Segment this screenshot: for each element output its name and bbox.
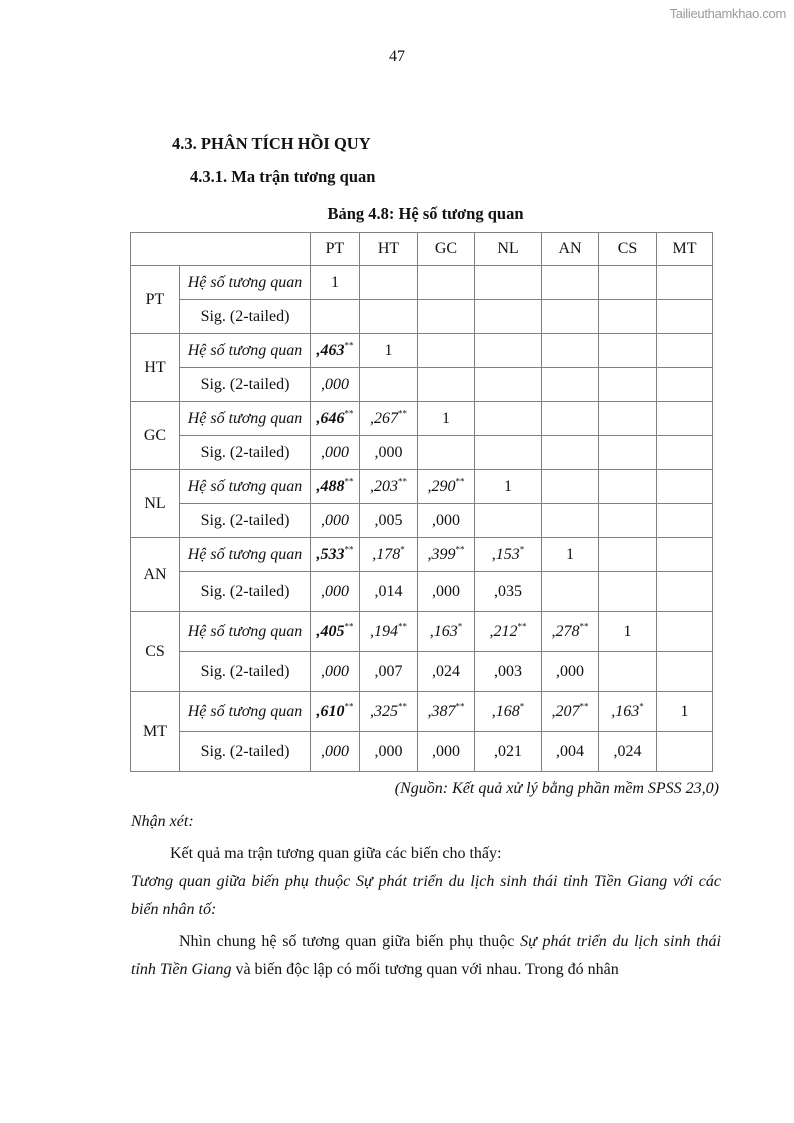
sig-value: ,000 xyxy=(321,375,349,393)
coef-row-label: Hệ số tương quan xyxy=(180,692,311,732)
sig-value: ,005 xyxy=(374,511,403,529)
significance-marker: ** xyxy=(455,701,465,712)
coef-cell xyxy=(542,612,599,652)
coef-row-label: Hệ số tương quan xyxy=(180,402,311,436)
coef-value: ,488 xyxy=(316,477,345,495)
coef-row-label: Hệ số tương quan xyxy=(180,266,311,300)
coef-cell xyxy=(418,334,475,368)
sig-cell xyxy=(599,300,657,334)
sig-value: ,000 xyxy=(374,742,403,760)
column-header: CS xyxy=(599,233,657,266)
table-row-pt-sig xyxy=(131,300,713,334)
row-group-label: PT xyxy=(131,266,180,334)
table-row-mt-coef xyxy=(131,692,713,732)
italic-subheading: Tương quan giữa biến phụ thuộc Sự phát triển du lịch sinh thái tỉnh Tiền Giang với các biến nhân tố: xyxy=(131,873,721,918)
subsection-heading: 4.3.1. Ma trận tương quan xyxy=(190,167,376,186)
coef-cell xyxy=(542,266,599,300)
coef-cell xyxy=(418,692,475,732)
significance-marker: ** xyxy=(344,476,354,487)
sig-cell xyxy=(657,732,713,772)
correlation-table-body xyxy=(131,233,713,772)
column-header: PT xyxy=(311,233,360,266)
coef-cell xyxy=(418,538,475,572)
coef-value: ,178 xyxy=(372,545,401,563)
header-corner-cell xyxy=(131,233,311,266)
table-row-cs-sig xyxy=(131,652,713,692)
coef-cell xyxy=(657,402,713,436)
sig-cell xyxy=(657,572,713,612)
row-group-label: CS xyxy=(131,612,180,692)
coef-value: 1 xyxy=(331,273,339,291)
sig-cell xyxy=(360,652,418,692)
sig-cell xyxy=(475,732,542,772)
coef-cell xyxy=(542,538,599,572)
body-text-italic: Sự phát triển du lịch sinh thái tỉnh Tiền Giang xyxy=(131,933,721,978)
coef-value: 1 xyxy=(566,545,574,563)
sig-value: ,000 xyxy=(321,443,349,461)
coef-cell xyxy=(418,612,475,652)
coef-cell xyxy=(599,538,657,572)
table-header-row xyxy=(131,233,713,266)
coef-cell xyxy=(599,612,657,652)
sig-cell xyxy=(311,436,360,470)
coef-value: ,533 xyxy=(316,545,345,563)
sig-cell xyxy=(418,368,475,402)
sig-cell xyxy=(657,652,713,692)
coef-cell xyxy=(657,334,713,368)
significance-marker: ** xyxy=(344,701,354,712)
significance-marker: ** xyxy=(579,701,589,712)
table-row-mt-sig xyxy=(131,732,713,772)
coef-value: 1 xyxy=(384,341,393,359)
coef-value: ,278 xyxy=(551,622,580,640)
coef-cell xyxy=(599,334,657,368)
coef-row-label: Hệ số tương quan xyxy=(180,470,311,504)
coef-cell xyxy=(657,612,713,652)
row-group-label: AN xyxy=(131,538,180,612)
coef-row-label: Hệ số tương quan xyxy=(180,538,311,572)
significance-marker: * xyxy=(519,544,525,555)
row-group-label: GC xyxy=(131,402,180,470)
coef-cell xyxy=(599,402,657,436)
coef-cell xyxy=(475,692,542,732)
coef-value: ,212 xyxy=(489,622,518,640)
sig-cell xyxy=(360,436,418,470)
column-header: AN xyxy=(542,233,599,266)
coef-cell xyxy=(475,334,542,368)
sig-cell xyxy=(657,300,713,334)
coef-cell xyxy=(418,470,475,504)
coef-value: ,207 xyxy=(551,702,580,720)
significance-marker: ** xyxy=(344,408,354,419)
sig-cell xyxy=(599,652,657,692)
significance-marker: ** xyxy=(455,476,465,487)
sig-value: ,007 xyxy=(374,662,403,680)
table-caption: Bảng 4.8: Hệ số tương quan xyxy=(327,204,524,223)
sig-value: ,000 xyxy=(374,443,403,461)
table-row-gc-coef xyxy=(131,402,713,436)
sig-cell xyxy=(475,368,542,402)
sig-cell xyxy=(311,300,360,334)
coef-cell xyxy=(599,692,657,732)
table-source-note: (Nguồn: Kết quả xử lý bằng phần mềm SPSS 23,0) xyxy=(394,780,719,797)
significance-marker: * xyxy=(457,621,463,632)
sig-cell xyxy=(418,504,475,538)
sig-cell xyxy=(311,652,360,692)
section-heading: 4.3. PHÂN TÍCH HỒI QUY xyxy=(172,134,371,153)
row-group-label: HT xyxy=(131,334,180,402)
significance-marker: ** xyxy=(398,408,407,419)
coef-value: ,610 xyxy=(316,702,345,720)
coef-value: ,399 xyxy=(427,545,456,563)
coef-row-label: Hệ số tương quan xyxy=(180,612,311,652)
significance-marker: ** xyxy=(398,621,407,632)
sig-cell xyxy=(542,300,599,334)
coef-value: ,194 xyxy=(370,622,398,640)
significance-marker: ** xyxy=(344,340,354,351)
coef-cell xyxy=(475,470,542,504)
sig-cell xyxy=(599,504,657,538)
coef-cell xyxy=(475,402,542,436)
remark-label: Nhận xét: xyxy=(131,813,194,830)
watermark: Tailieuthamkhao.com xyxy=(669,6,786,21)
coef-cell xyxy=(542,470,599,504)
coef-cell xyxy=(657,266,713,300)
sig-row-label: Sig. (2-tailed) xyxy=(180,652,311,692)
coef-value: ,163 xyxy=(429,622,458,640)
coef-value: ,387 xyxy=(427,702,456,720)
coef-value: 1 xyxy=(680,702,689,720)
coef-value: ,646 xyxy=(316,409,345,427)
significance-marker: ** xyxy=(344,544,354,555)
coef-cell xyxy=(311,334,360,368)
sig-cell xyxy=(475,504,542,538)
column-header: MT xyxy=(657,233,713,266)
table-row-gc-sig xyxy=(131,436,713,470)
column-header: NL xyxy=(475,233,542,266)
sig-value: ,000 xyxy=(432,582,460,600)
significance-marker: ** xyxy=(455,544,465,555)
coef-cell xyxy=(542,334,599,368)
coef-value: ,405 xyxy=(316,622,345,640)
coef-value: 1 xyxy=(623,622,632,640)
column-header: GC xyxy=(418,233,475,266)
significance-marker: * xyxy=(639,701,644,712)
sig-row-label: Sig. (2-tailed) xyxy=(180,572,311,612)
table-row-ht-coef xyxy=(131,334,713,368)
sig-cell xyxy=(475,572,542,612)
row-group-label: MT xyxy=(131,692,180,772)
sig-cell xyxy=(418,436,475,470)
significance-marker: ** xyxy=(517,621,527,632)
sig-cell xyxy=(311,504,360,538)
sig-cell xyxy=(542,436,599,470)
coef-cell xyxy=(360,402,418,436)
sig-row-label: Sig. (2-tailed) xyxy=(180,732,311,772)
sig-value: ,014 xyxy=(374,582,403,600)
significance-marker: ** xyxy=(398,476,407,487)
coef-cell xyxy=(542,692,599,732)
sig-value: ,000 xyxy=(321,511,349,529)
coef-cell xyxy=(657,470,713,504)
significance-marker: * xyxy=(400,544,405,555)
coef-value: 1 xyxy=(504,477,512,495)
significance-marker: ** xyxy=(579,621,589,632)
coef-row-label: Hệ số tương quan xyxy=(180,334,311,368)
page-number: 47 xyxy=(389,48,405,65)
coef-cell xyxy=(542,402,599,436)
column-header: HT xyxy=(360,233,418,266)
sig-value: ,004 xyxy=(556,742,584,760)
sig-value: ,021 xyxy=(494,742,522,760)
sig-cell xyxy=(599,368,657,402)
sig-cell xyxy=(657,436,713,470)
sig-cell xyxy=(360,300,418,334)
sig-row-label: Sig. (2-tailed) xyxy=(180,504,311,538)
sig-cell xyxy=(542,572,599,612)
sig-cell xyxy=(475,652,542,692)
coef-cell xyxy=(360,538,418,572)
coef-cell xyxy=(311,470,360,504)
sig-cell xyxy=(542,652,599,692)
sig-cell xyxy=(657,504,713,538)
coef-value: ,290 xyxy=(427,477,456,495)
sig-cell xyxy=(360,504,418,538)
sig-cell xyxy=(418,732,475,772)
table-row-pt-coef xyxy=(131,266,713,300)
coef-value: ,203 xyxy=(370,477,398,495)
table-row-ht-sig xyxy=(131,368,713,402)
row-group-label: NL xyxy=(131,470,180,538)
sig-cell xyxy=(599,572,657,612)
table-row-an-sig xyxy=(131,572,713,612)
coef-cell xyxy=(311,266,360,300)
sig-cell xyxy=(542,368,599,402)
sig-cell xyxy=(599,732,657,772)
sig-cell xyxy=(475,436,542,470)
sig-cell xyxy=(599,436,657,470)
coef-cell xyxy=(311,538,360,572)
sig-cell xyxy=(360,732,418,772)
table-row-cs-coef xyxy=(131,612,713,652)
sig-cell xyxy=(542,732,599,772)
sig-value: ,000 xyxy=(321,742,349,760)
correlation-table xyxy=(130,232,713,772)
coef-cell xyxy=(599,470,657,504)
coef-value: ,163 xyxy=(611,702,640,720)
coef-value: ,168 xyxy=(491,702,520,720)
coef-cell xyxy=(657,538,713,572)
coef-cell xyxy=(657,692,713,732)
significance-marker: ** xyxy=(344,621,354,632)
table-row-an-coef xyxy=(131,538,713,572)
coef-value: ,325 xyxy=(370,702,398,720)
sig-cell xyxy=(475,300,542,334)
sig-cell xyxy=(311,572,360,612)
body-text: và biến độc lập có mối tương quan với nhau. Trong đó nhân xyxy=(231,961,619,978)
coef-cell xyxy=(360,612,418,652)
sig-cell xyxy=(311,368,360,402)
body-text: Nhìn chung hệ số tương quan giữa biến phụ thuộc xyxy=(179,933,521,950)
significance-marker: * xyxy=(519,701,525,712)
coef-cell xyxy=(360,334,418,368)
sig-value: ,024 xyxy=(432,662,460,680)
sig-value: ,000 xyxy=(432,511,460,529)
coef-cell xyxy=(418,266,475,300)
coef-cell xyxy=(418,402,475,436)
sig-cell xyxy=(360,368,418,402)
coef-cell xyxy=(475,266,542,300)
sig-value: ,000 xyxy=(432,742,460,760)
significance-marker: ** xyxy=(398,701,407,712)
sig-row-label: Sig. (2-tailed) xyxy=(180,368,311,402)
sig-row-label: Sig. (2-tailed) xyxy=(180,436,311,470)
coef-cell xyxy=(360,470,418,504)
sig-cell xyxy=(418,300,475,334)
coef-cell xyxy=(475,538,542,572)
coef-cell xyxy=(599,266,657,300)
coef-cell xyxy=(311,612,360,652)
coef-value: ,267 xyxy=(370,409,398,427)
sig-cell xyxy=(311,732,360,772)
coef-cell xyxy=(360,692,418,732)
sig-cell xyxy=(418,652,475,692)
body-paragraph xyxy=(131,928,721,984)
sig-value: ,003 xyxy=(494,662,522,680)
sig-value: ,024 xyxy=(613,742,642,760)
sig-cell xyxy=(360,572,418,612)
sig-row-label: Sig. (2-tailed) xyxy=(180,300,311,334)
sig-value: ,035 xyxy=(494,582,522,600)
table-row-nl-sig xyxy=(131,504,713,538)
coef-value: 1 xyxy=(442,409,450,427)
sig-cell xyxy=(657,368,713,402)
sig-value: ,000 xyxy=(556,662,584,680)
coef-cell xyxy=(475,612,542,652)
table-row-nl-coef xyxy=(131,470,713,504)
coef-value: ,153 xyxy=(491,545,520,563)
coef-cell xyxy=(311,402,360,436)
sig-value: ,000 xyxy=(321,662,349,680)
intro-sentence: Kết quả ma trận tương quan giữa các biến cho thấy: xyxy=(170,845,502,862)
sig-cell xyxy=(542,504,599,538)
coef-cell xyxy=(360,266,418,300)
sig-value: ,000 xyxy=(321,582,349,600)
sig-cell xyxy=(418,572,475,612)
coef-value: ,463 xyxy=(316,341,345,359)
coef-cell xyxy=(311,692,360,732)
